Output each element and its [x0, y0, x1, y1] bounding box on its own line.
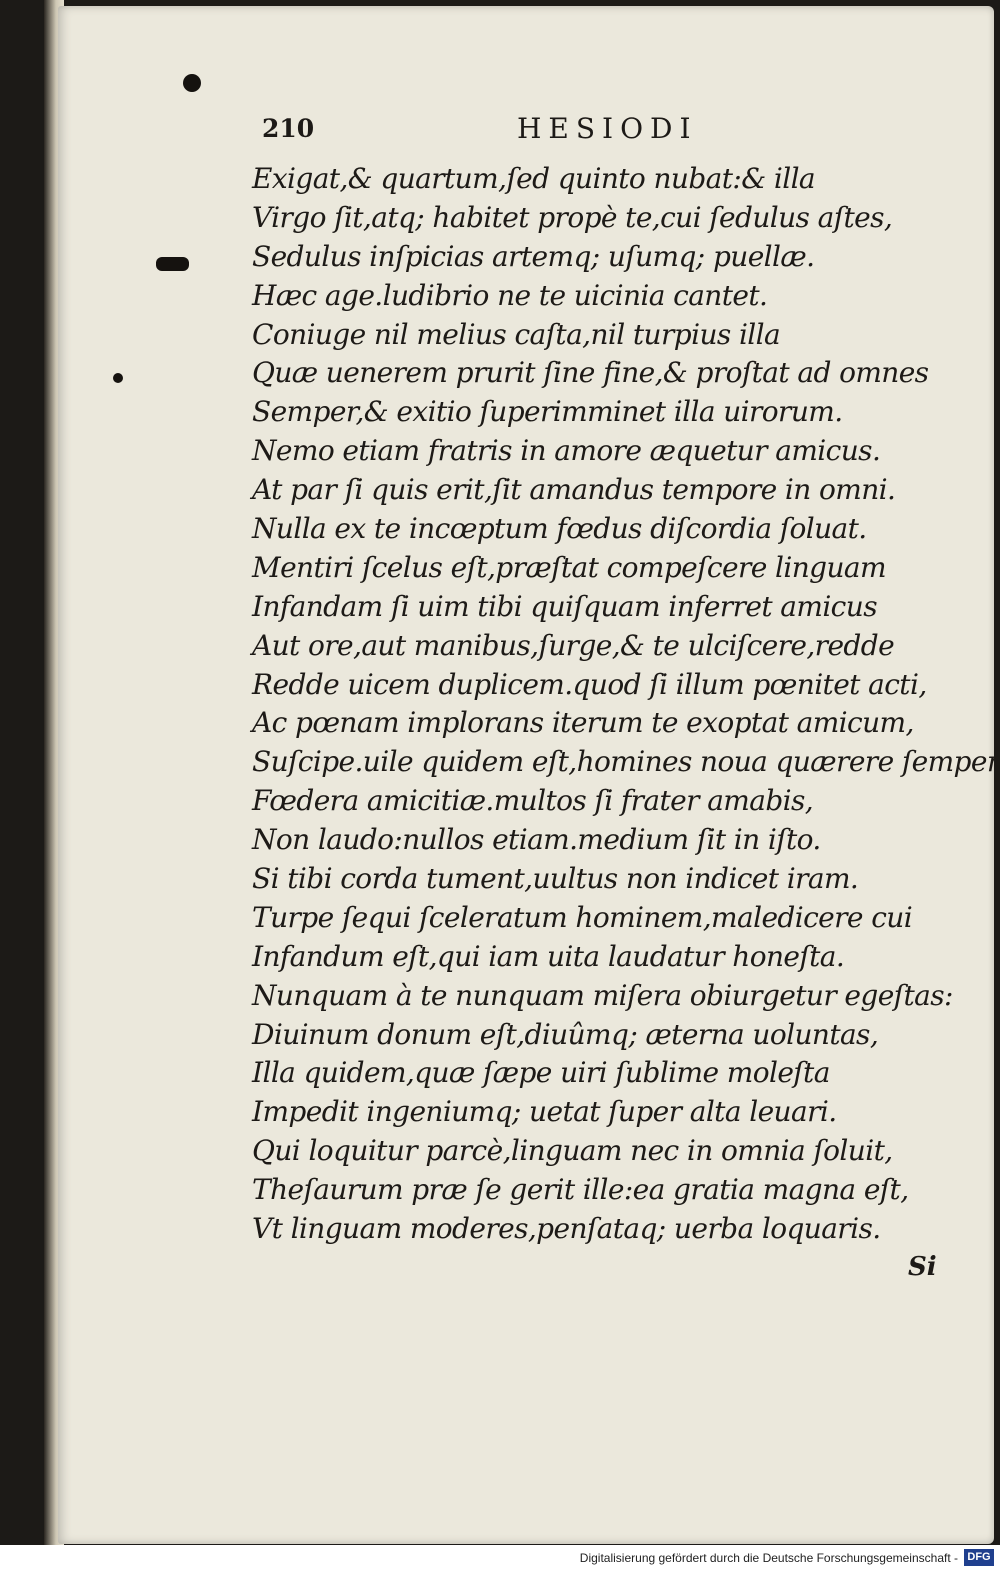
verse-line: Aut ore,aut manibus,ſurge,& te ulciſcere,redde [252, 628, 895, 662]
verse-line: At par ſi quis erit,ſit amandus tempore in omni. [252, 473, 896, 507]
verse-line: Suſcipe.uile quidem eſt,homines noua quærere ſemper [252, 745, 1000, 779]
ink-spot-mark [183, 74, 201, 92]
verse-line: Ac pœnam implorans iterum te exoptat amicum, [252, 706, 914, 740]
verse-line: Infandam ſi uim tibi quiſquam inferret amicus [252, 589, 877, 623]
page-header [262, 112, 742, 148]
verse-line: Vt linguam moderes,penſataq; uerba loquaris. [252, 1212, 881, 1246]
verse-line: Non laudo:nullos etiam.medium ſit in iſto. [252, 823, 821, 857]
verse-line: Semper,& exitio ſuperimminet illa uirorum. [252, 395, 843, 429]
verse-line: Coniuge nil melius caſta,nil turpius illa [252, 317, 781, 351]
verse-line: Nemo etiam fratris in amore æquetur amicus. [252, 434, 881, 468]
verse-line: Infandum eſt,qui iam uita laudatur honeſta. [252, 939, 845, 973]
verse-line: Nunquam à te nunquam miſera obiurgetur egeſtas: [252, 978, 953, 1012]
verse-line: Si tibi corda tument,uultus non indicet iram. [252, 862, 859, 896]
verse-line: Virgo ſit,atq; habitet propè te,cui ſedulus aſtes, [252, 200, 893, 234]
ink-dot-mark [113, 373, 123, 383]
catchword: Si [908, 1252, 937, 1282]
running-head: HESIODI [517, 112, 698, 145]
funding-credit: Digitalisierung gefördert durch die Deutsche Forschungsgemeinschaft - [579, 1551, 958, 1565]
verse-text [252, 160, 1000, 1249]
verse-line: Quæ uenerem prurit ſine fine,& proſtat ad omnes [252, 356, 929, 390]
verse-line: Theſaurum præ ſe gerit ille:ea gratia magna eſt, [252, 1173, 909, 1207]
verse-line: Fœdera amicitiæ.multos ſi frater amabis, [252, 784, 814, 818]
verse-line: Turpe ſequi ſceleratum hominem,maledicere cui [252, 900, 913, 934]
dfg-logo: DFG [964, 1549, 994, 1566]
verse-line: Diuinum donum eſt,diuûmq; æterna uoluntas, [252, 1017, 879, 1051]
ink-bar-mark [156, 257, 189, 271]
verse-line: Illa quidem,quæ ſæpe uiri ſublime moleſta [252, 1056, 830, 1090]
verse-line: Redde uicem duplicem.quod ſi illum pœnitet acti, [252, 667, 927, 701]
verse-line: Hæc age.ludibrio ne te uicinia cantet. [252, 278, 768, 312]
verse-line: Nulla ex te incœptum fœdus diſcordia ſoluat. [252, 512, 867, 546]
verse-line: Qui loquitur parcè,linguam nec in omnia ſoluit, [252, 1134, 893, 1168]
verse-line: Exigat,& quartum,ſed quinto nubat:& illa [252, 162, 816, 195]
verse-line: Mentiri ſcelus eſt,præſtat compeſcere linguam [252, 550, 886, 584]
footer-strip [0, 1545, 1000, 1573]
page-number: 210 [262, 114, 315, 143]
verse-line: Impedit ingeniumq; uetat ſuper alta leuari. [252, 1095, 837, 1129]
verse-line: Sedulus inſpicias artemq; uſumq; puellæ. [252, 239, 815, 273]
